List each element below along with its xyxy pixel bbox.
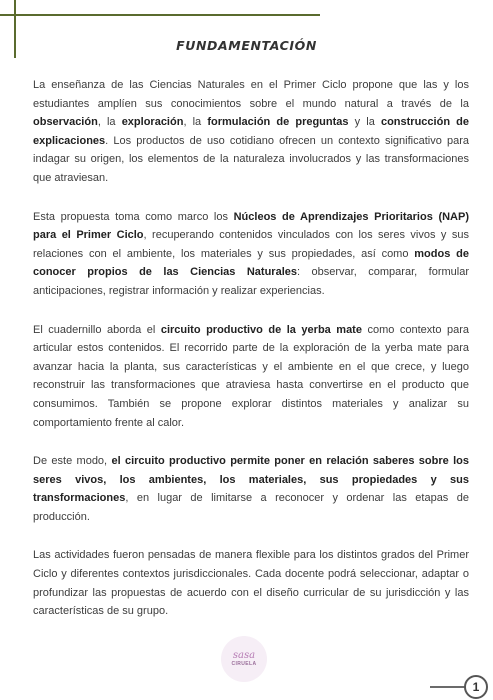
corner-line-horizontal xyxy=(0,14,320,16)
text-run: La enseñanza de las Ciencias Naturales en el Primer Ciclo propone que las y los estudiantes amplíen sus conocimientos sobre el mundo natural a través de la xyxy=(33,79,469,110)
text-run: y la xyxy=(348,116,381,129)
bold-text: modos de conocer propios de las Ciencias Naturales xyxy=(33,247,469,279)
text-run: : observar, comparar, formular anticipaciones, registrar información y realizar experiencias. xyxy=(33,266,469,297)
text-run: . Los productos de uso cotidiano ofrecen un contexto significativo para indagar su origen, los elementos de la naturaleza involucrados y las transformaciones que atraviesan. xyxy=(33,134,469,184)
text-run: , la xyxy=(183,116,208,129)
text-run: , en lugar de limitarse a reconocer y ordenar las etapas de producción. xyxy=(33,492,469,523)
text-run: El cuadernillo aborda el xyxy=(33,323,161,336)
publisher-logo xyxy=(221,636,267,682)
body-text xyxy=(33,76,469,641)
paragraph xyxy=(33,452,469,526)
paragraph xyxy=(33,321,469,433)
page-number: 1 xyxy=(464,675,488,699)
bold-text: exploración xyxy=(121,116,184,129)
text-run: De este modo, xyxy=(33,455,112,468)
text-run: como contexto para articular estos contenidos. El recorrido parte de la exploración de la yerba mate para avanzar hacia la planta, sus características y el ambiente en el que crece, y luego reconstruir las transformaciones que atraviesa hasta convertirse en el producto que consumimos. También se propone explorar distintos materiales y analizar su comportamiento frente al calor. xyxy=(33,323,469,429)
bold-text: circuito productivo de la yerba mate xyxy=(160,323,362,336)
page-title: FUNDAMENTACIÓN xyxy=(176,38,317,53)
bold-text: construcción de explicaciones xyxy=(33,116,469,147)
text-run: , la xyxy=(97,116,122,129)
bold-text: observación xyxy=(33,116,98,129)
bold-text: formulación de preguntas xyxy=(207,116,349,129)
bold-text: Núcleos de Aprendizajes Prioritarios (NAP) para el Primer Ciclo xyxy=(33,210,469,242)
text-run: Las actividades fueron pensadas de manera flexible para los distintos grados del Primer Ciclo y diferentes contextos jurisdiccionales. Cada docente podrá seleccionar, adaptar o profundizar las propuestas de acuerdo con el diseño curricular de su jurisdicción y las características de su grupo. xyxy=(33,549,469,618)
logo-text-main: sasa xyxy=(232,649,256,661)
text-run: , recuperando contenidos vinculados con los seres vivos y sus relaciones con el ambiente, los materiales y sus propiedades, así como xyxy=(33,229,470,260)
paragraph xyxy=(33,208,469,301)
text-run: Esta propuesta toma como marco los xyxy=(33,210,234,223)
paragraph xyxy=(33,76,469,188)
bold-text: el circuito productivo permite poner en relación saberes sobre los seres vivos, los ambientes, los materiales, sus propiedades y sus transformaciones xyxy=(33,455,469,505)
logo-text-sub: CIRUELA xyxy=(231,660,257,667)
paragraph xyxy=(33,546,469,620)
